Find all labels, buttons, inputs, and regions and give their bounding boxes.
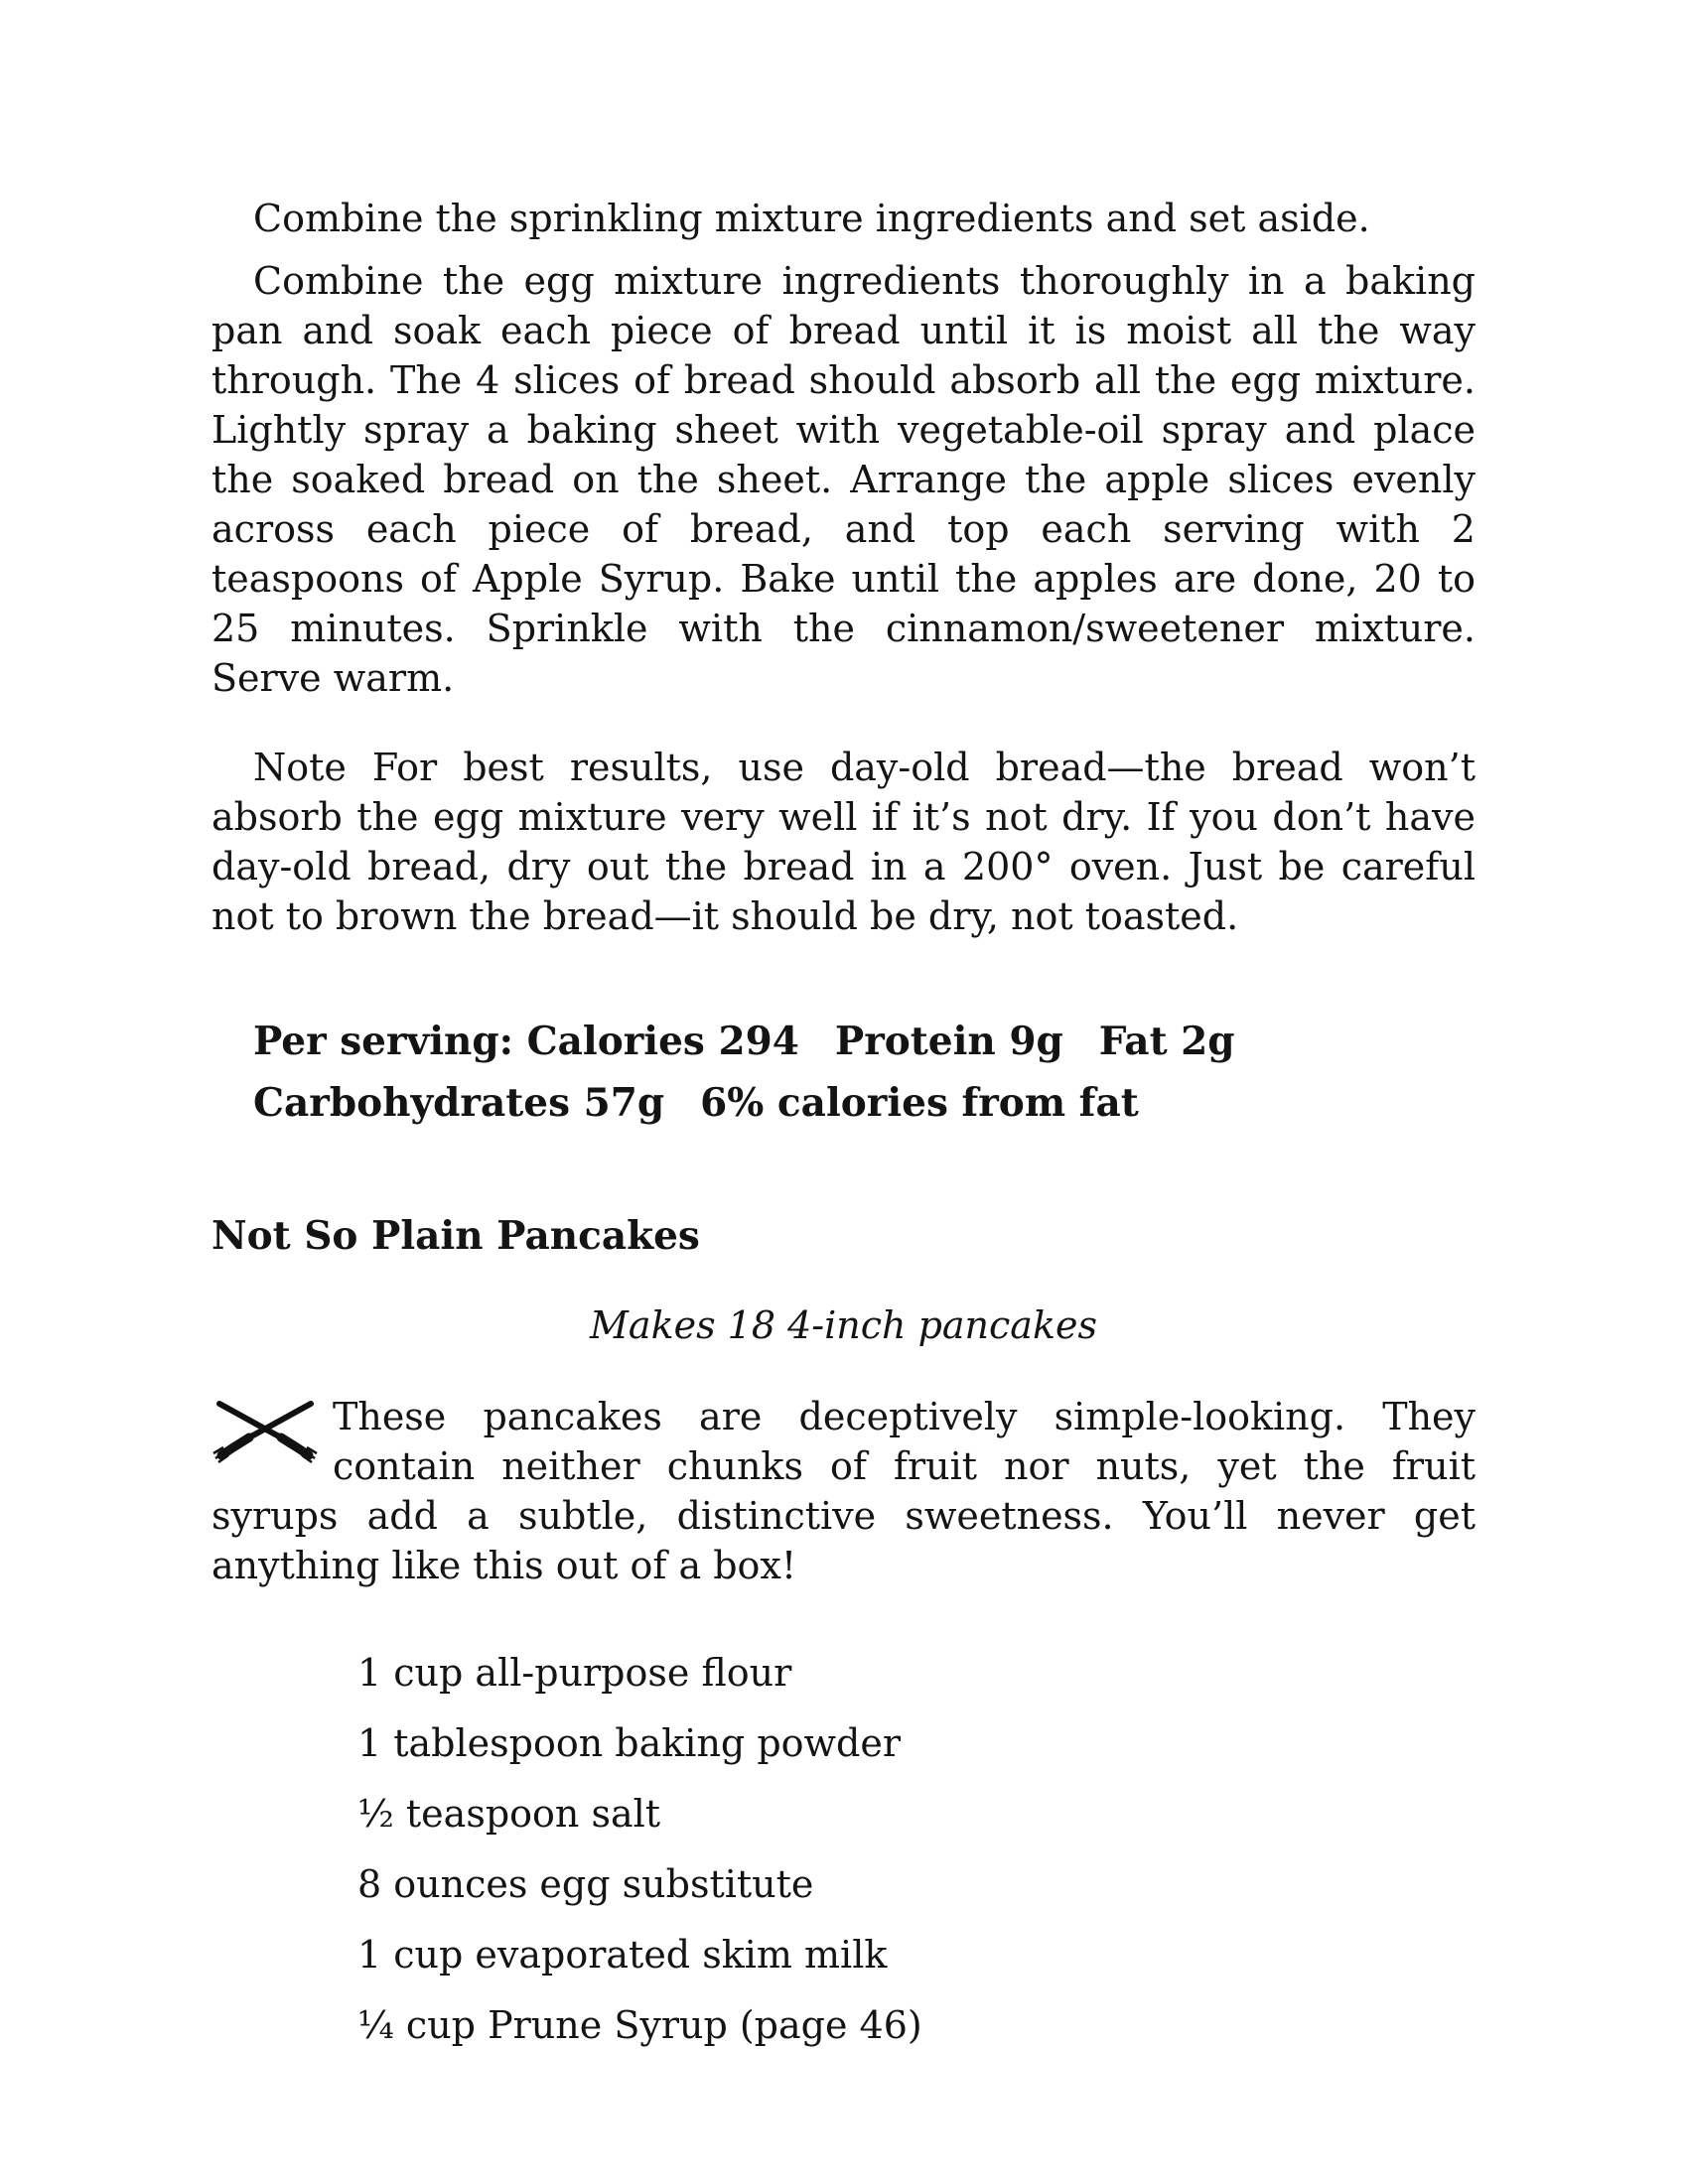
protein-value: Protein 9g [834,1019,1063,1064]
ingredient-list [211,1638,1476,2061]
recipe-intro [211,1392,1476,1590]
nutrition-line-1 [253,1011,1476,1072]
instruction-paragraph: Combine the egg mixture ingredients thoroughly in a baking pan and soak each piece of bread until it is moist all the way through. The 4 slices of bread should absorb all the egg mixture. Lightly spray a baking sheet with vegetable-oil spray and place the soaked bread on the sheet. Arrange the apple slices evenly across each piece of bread, and top each serving with 2 teaspoons of Apple Syrup. Bake until the apples are done, 20 to 25 minutes. Sprinkle with the cinnamon/sweetener mixture. Serve warm. [211,259,1476,700]
recipe-yield: Makes 18 4-inch pancakes [590,1303,1097,1347]
calories-value: Calories 294 [526,1019,799,1064]
ingredient-item: ¼ cup Prune Syrup (page 46) [357,2003,922,2047]
nutrition-info [211,1011,1476,1134]
ingredient-item: 1 tablespoon baking powder [357,1721,902,1765]
instruction-paragraph: Combine the sprinkling mixture ingredients and set aside. [253,197,1370,240]
nutrition-line-2 [253,1072,1476,1134]
crossed-forks-icon [211,1396,319,1465]
recipe-intro-text: These pancakes are deceptively simple-looking. They contain neither chunks of fruit nor nuts, yet the fruit syrups add a subtle, distinctive sweetness. You’ll never get anything like this out of a box! [211,1395,1476,1587]
note-paragraph: Note For best results, use day-old bread—the bread won’t absorb the egg mixture very well if it’s not dry. If you don’t have day-old bread, dry out the bread in a 200° oven. Just be careful not to brown the bread—it should be dry, not toasted. [211,746,1476,938]
ingredient-item: ½ teaspoon salt [357,1792,661,1836]
fat-value: Fat 2g [1098,1019,1235,1064]
page-content [211,194,1476,2061]
ingredient-item: 1 cup all-purpose flour [357,1651,792,1695]
recipe-title: Not So Plain Pancakes [211,1213,700,1259]
carbohydrates-value: Carbohydrates 57g [253,1080,665,1126]
per-serving-label: Per serving: [253,1019,514,1064]
ingredient-item: 8 ounces egg substitute [357,1862,814,1906]
ingredient-item: 1 cup evaporated skim milk [357,1933,888,1977]
fat-percent-value: 6% calories from fat [700,1080,1139,1126]
